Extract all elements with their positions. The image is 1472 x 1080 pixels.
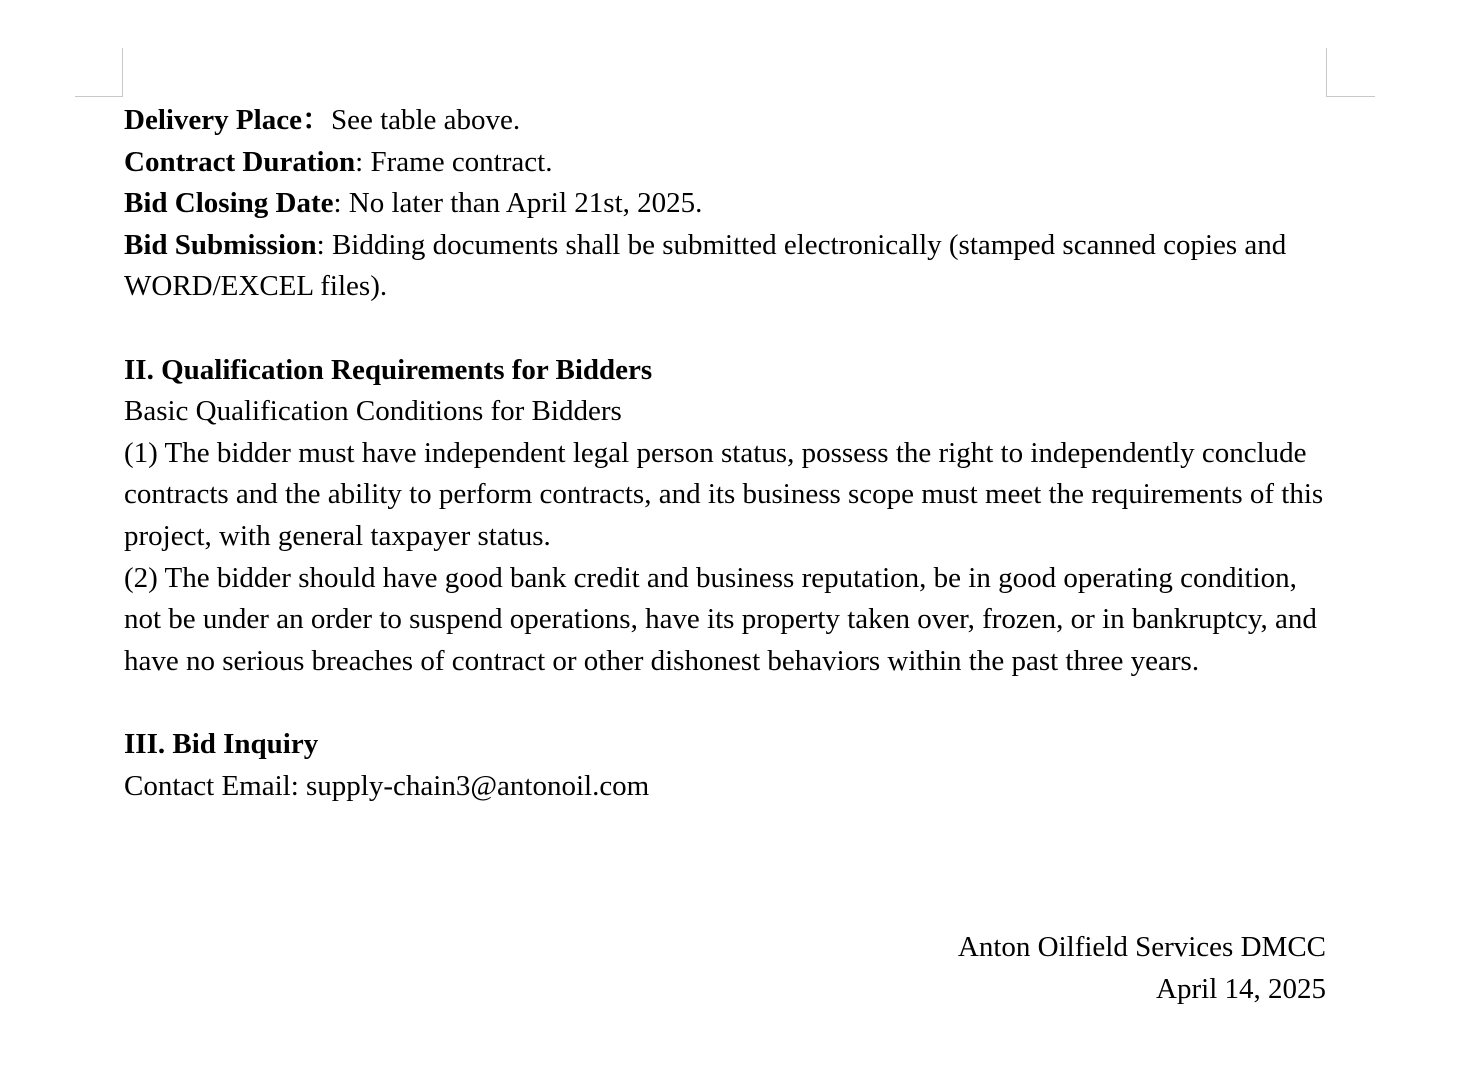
company-name: Anton Oilfield Services DMCC bbox=[957, 931, 1326, 963]
contact-email-line: Contact Email: supply-chain3@antonoil.com bbox=[124, 769, 650, 802]
qualification-item-1: (1) The bidder must have independent legal person status, possess the right to independently conclude contracts and the ability to perform contracts, and its business scope must meet the requirements of this project, with general taxpayer status. bbox=[124, 436, 1324, 552]
bid-closing-label: Bid Closing Date bbox=[124, 187, 334, 220]
bid-closing-value: : No later than April 21st, 2025. bbox=[333, 187, 703, 220]
contract-duration-value: : Frame contract. bbox=[355, 145, 553, 178]
delivery-place-value: See table above. bbox=[330, 104, 521, 136]
section-2-subheading: Basic Qualification Conditions for Bidders bbox=[124, 395, 622, 428]
delivery-place-label: Delivery Place bbox=[124, 104, 302, 136]
document-body bbox=[124, 100, 1324, 807]
contract-duration-line bbox=[124, 142, 1324, 184]
blank-line bbox=[124, 308, 1324, 350]
bid-submission-value: : Bidding documents shall be submitted electronically (stamped scanned copies and WORD/EXCEL files). bbox=[124, 228, 1287, 303]
bid-submission-paragraph bbox=[124, 225, 1324, 308]
bid-closing-line bbox=[124, 183, 1324, 225]
bid-submission-label: Bid Submission bbox=[124, 228, 317, 261]
section-3-heading: III. Bid Inquiry bbox=[124, 727, 319, 760]
section-2-heading: II. Qualification Requirements for Bidders bbox=[124, 353, 653, 386]
qualification-item-2: (2) The bidder should have good bank credit and business reputation, be in good operating condition, not be under an order to suspend operations, have its property taken over, frozen, or in bankruptcy, and have no serious breaches of contract or other dishonest behaviors within the past three years. bbox=[124, 561, 1317, 677]
signature-block bbox=[958, 926, 1326, 1010]
blank-line bbox=[124, 682, 1324, 724]
delivery-place-separator: ： bbox=[301, 104, 331, 136]
signature-date: April 14, 2025 bbox=[1156, 973, 1326, 1005]
delivery-place-line bbox=[124, 100, 1324, 142]
contract-duration-label: Contract Duration bbox=[124, 145, 356, 178]
top-left-margin-mark bbox=[75, 48, 123, 97]
top-right-margin-mark bbox=[1326, 48, 1375, 97]
